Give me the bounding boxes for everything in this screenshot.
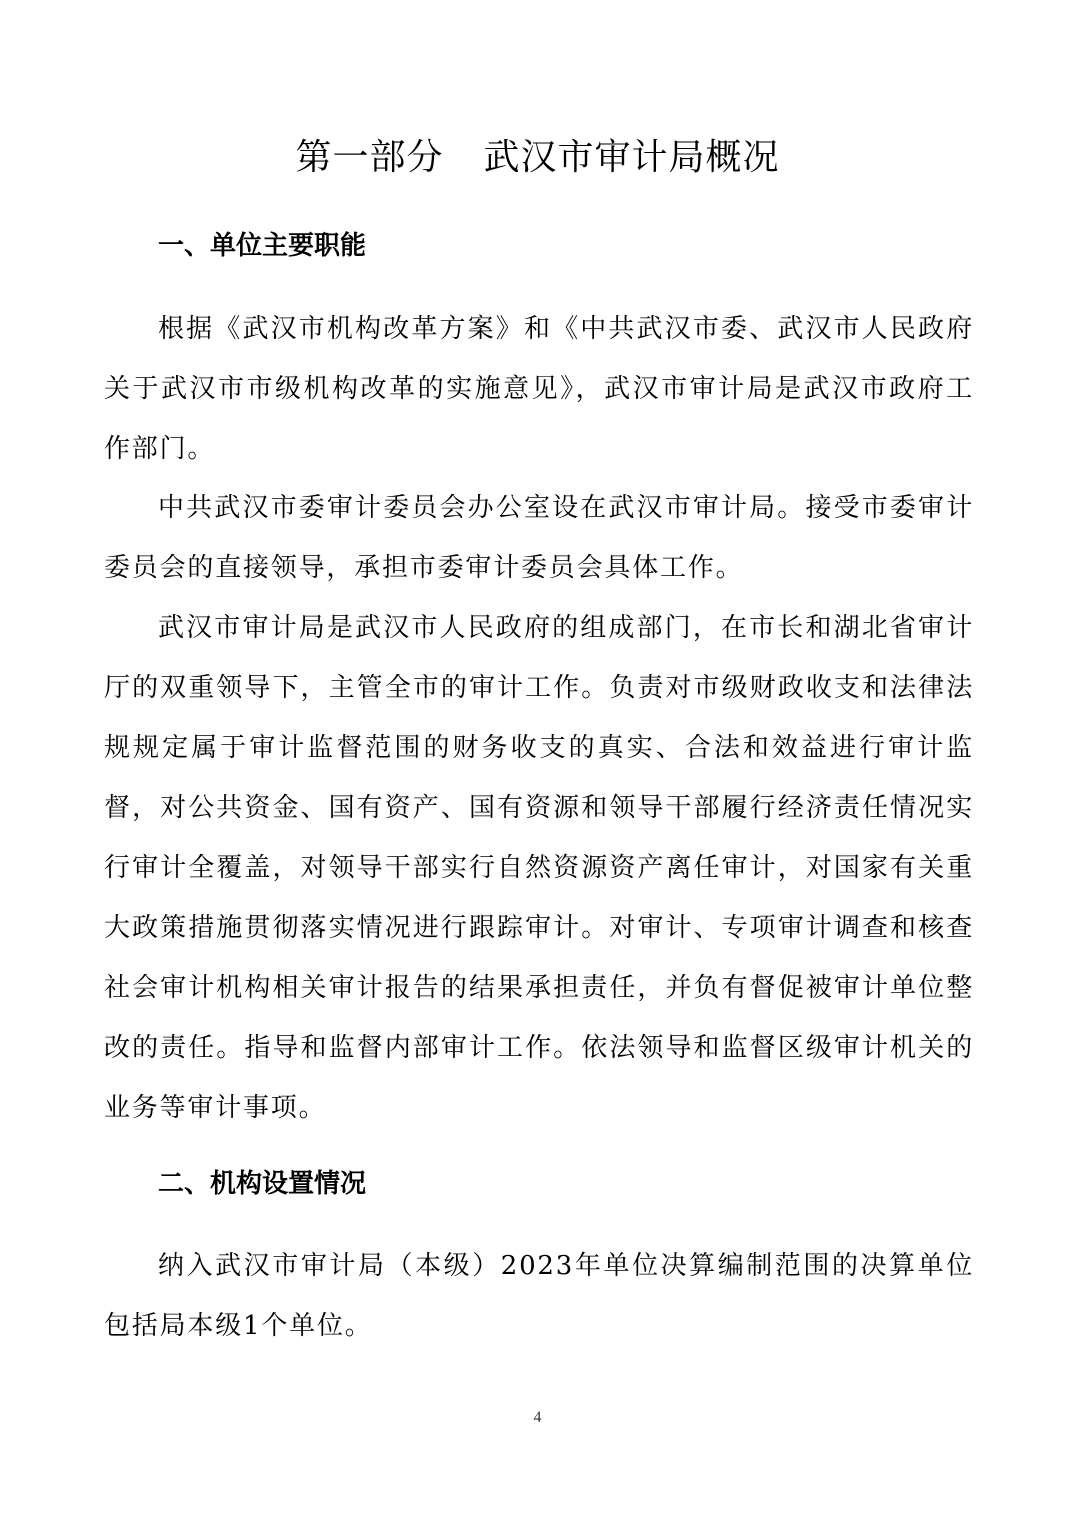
paragraph-main-duties: 武汉市审计局是武汉市人民政府的组成部门，在市长和湖北省审计厅的双重领导下，主管全市的审计工作。负责对市级财政收支和法律法规规定属于审计监督范围的财务收支的真实、合法和效益进行审计监督，对公共资金、国有资产、国有资源和领导干部履行经济责任情况实行审计全覆盖，对领导干部实行自然资源资产离任审计，对国家有关重大政策措施贯彻落实情况进行跟踪审计。对审计、专项审计调查和核查社会审计机构相关审计报告的结果承担责任，并负有督促被审计单位整改的责任。指导和监督内部审计工作。依法领导和监督区级审计机关的业务等审计事项。: [104, 613, 974, 1123]
paragraph-audit-committee-office: 中共武汉市委审计委员会办公室设在武汉市审计局。接受市委审计委员会的直接领导，承担市委审计委员会具体工作。: [104, 493, 974, 583]
paragraph-reform-basis: 根据《武汉市机构改革方案》和《中共武汉市委、武汉市人民政府关于武汉市市级机构改革的实施意见》，武汉市审计局是武汉市政府工作部门。: [104, 314, 974, 464]
page-title: [0, 132, 1075, 184]
paragraph-budget-scope: 纳入武汉市审计局（本级）2023年单位决算编制范围的决算单位包括局本级1个单位。: [104, 1251, 974, 1341]
title-main: 武汉市审计局概况: [483, 137, 780, 178]
title-part: 第一部分: [295, 137, 444, 178]
section-heading-organization: 二、机构设置情况: [158, 1169, 367, 1199]
page-number: 4: [533, 1409, 542, 1426]
section-heading-functions: 一、单位主要职能: [158, 231, 367, 261]
